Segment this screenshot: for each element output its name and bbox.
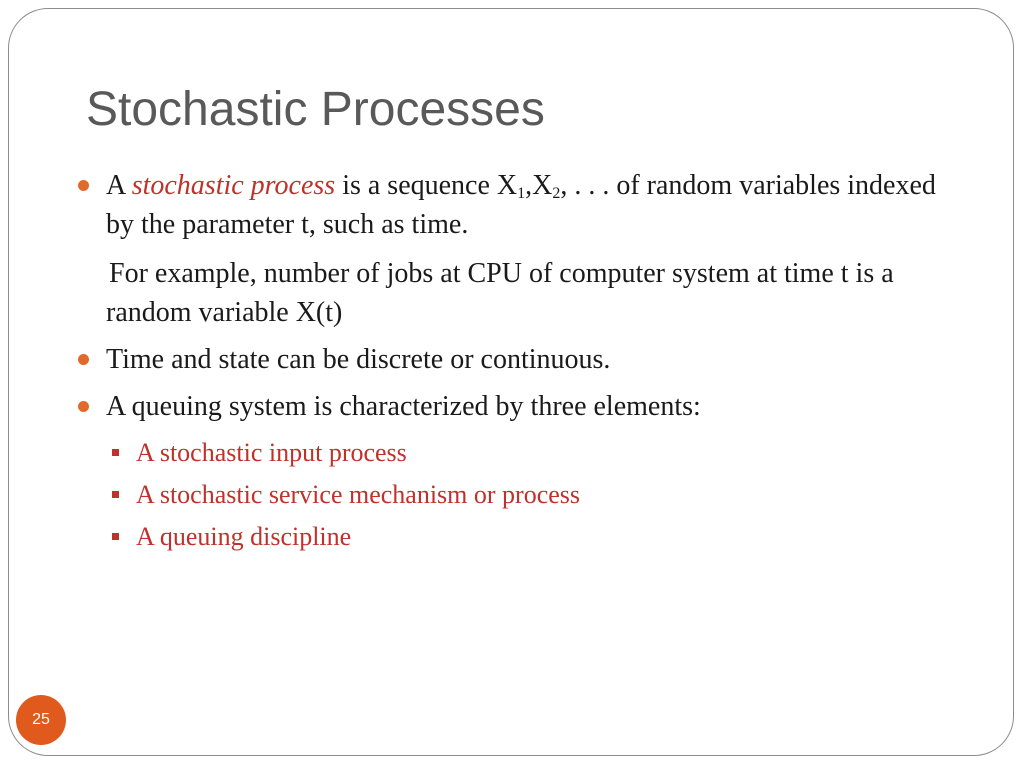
square-bullet-icon <box>112 449 119 456</box>
bullet-time-state <box>78 340 958 379</box>
bullet-text-comma: ,X <box>525 170 553 201</box>
bullet-dot-icon <box>78 354 89 365</box>
sub-bullet-text: A stochastic input process <box>136 438 407 467</box>
bullet-text: Time and state can be discrete or continuous. <box>106 344 611 375</box>
slide-body <box>78 166 958 558</box>
bullet-text: A queuing system is characterized by three elements: <box>106 391 701 422</box>
page-number-badge: 25 <box>16 695 66 745</box>
emphasis-stochastic-process: stochastic process <box>131 170 336 201</box>
square-bullet-icon <box>112 533 119 540</box>
bullet-text-middle: is a sequence X <box>335 170 518 201</box>
subscript-2: 2 <box>552 185 561 202</box>
square-bullet-icon <box>112 491 119 498</box>
sub-bullet-item <box>112 432 958 474</box>
example-paragraph: For example, number of jobs at CPU of computer system at time t is a random variable X(t) <box>106 258 894 328</box>
bullet-dot-icon <box>78 401 89 412</box>
sub-bullet-text: A queuing discipline <box>136 522 352 551</box>
sub-bullet-item <box>112 516 958 558</box>
sub-bullet-item <box>112 474 958 516</box>
sub-bullet-list <box>78 432 958 558</box>
bullet-dot-icon <box>78 180 89 191</box>
bullet-stochastic-definition <box>78 166 958 244</box>
subscript-1: 1 <box>517 185 526 202</box>
sub-bullet-text: A stochastic service mechanism or process <box>136 480 581 509</box>
bullet-queuing-system <box>78 387 958 426</box>
slide-title: Stochastic Processes <box>86 83 545 136</box>
bullet-text-prefix: A <box>106 170 132 201</box>
bullet-text-suffix: , . . . of random variables indexed by the parameter t, such as time. <box>106 170 936 240</box>
